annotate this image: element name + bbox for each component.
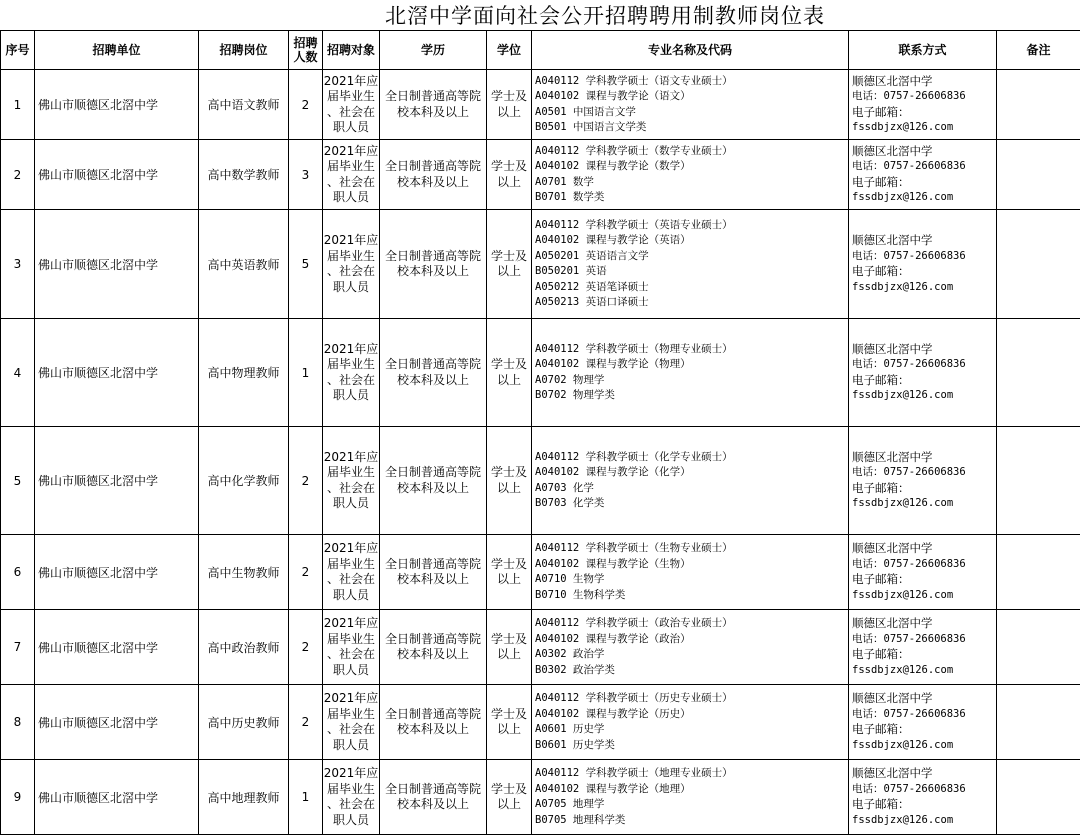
cell-seq: 2 [1, 140, 35, 210]
target-line: 2021年应 [323, 233, 379, 247]
cell-major [532, 427, 849, 535]
contact-line: 顺德区北滘中学 [852, 691, 933, 705]
degree-line: 以上 [496, 104, 521, 119]
contact-line: fssdbjzx@126.com [852, 121, 954, 133]
major-line: B0601 历史学类 [535, 738, 615, 751]
contact-line: 电话：0757-26606836 [852, 90, 966, 102]
cell-degree [487, 610, 532, 685]
education-line: 全日制普通高等院 [384, 556, 481, 571]
degree-line: 以上 [496, 174, 521, 189]
cell-education [380, 70, 487, 140]
target-line: 职人员 [332, 587, 369, 602]
major-line: A0701 数学 [535, 175, 594, 188]
cell-position: 高中地理教师 [199, 760, 289, 835]
target-line: 、社会在 [326, 174, 375, 189]
major-line: A050201 英语语言文学 [535, 249, 649, 262]
major-line: A0702 物理学 [535, 373, 605, 386]
education-line: 校本科及以上 [396, 264, 469, 278]
cell-education [380, 610, 487, 685]
target-line: 、社会在 [326, 480, 375, 495]
contact-line: 电子邮箱： [852, 104, 910, 119]
cell-remarks [997, 685, 1080, 760]
contact-line: 电子邮箱： [852, 372, 910, 387]
target-line: 职人员 [332, 812, 369, 827]
cell-degree [487, 760, 532, 835]
contact-line: 电话：0757-26606836 [852, 466, 966, 478]
cell-count: 2 [289, 70, 323, 140]
education-line: 校本科及以上 [396, 174, 469, 189]
degree-line: 以上 [496, 372, 521, 387]
contact-line: 顺德区北滘中学 [852, 143, 933, 158]
cell-degree [487, 70, 532, 140]
header-count: 招聘人数 [289, 31, 323, 70]
cell-degree [487, 535, 532, 610]
cell-major [532, 535, 849, 610]
cell-count: 3 [289, 140, 323, 210]
contact-line: 电子邮箱： [852, 647, 910, 661]
cell-remarks [997, 760, 1080, 835]
cell-unit: 佛山市顺德区北滘中学 [35, 319, 199, 427]
cell-major [532, 685, 849, 760]
cell-education [380, 210, 487, 319]
major-line: A050213 英语口译硕士 [535, 296, 649, 308]
education-line: 校本科及以上 [396, 647, 469, 661]
target-line: 届毕业生 [326, 706, 375, 721]
target-line: 、社会在 [326, 264, 375, 278]
major-line: A040112 学科教学硕士（英语专业硕士） [535, 218, 733, 231]
table-row [1, 760, 1080, 835]
cell-remarks [997, 610, 1080, 685]
table-row [1, 427, 1080, 535]
education-line: 全日制普通高等院 [384, 357, 481, 371]
contact-line: 顺德区北滘中学 [852, 541, 933, 555]
cell-seq: 4 [1, 319, 35, 427]
major-line: A040102 课程与教学论（历史） [535, 707, 691, 720]
education-line: 全日制普通高等院 [384, 159, 481, 173]
cell-seq: 5 [1, 427, 35, 535]
contact-line: fssdbjzx@126.com [852, 280, 954, 293]
cell-count: 2 [289, 535, 323, 610]
major-line: A040112 学科教学硕士（化学专业硕士） [535, 450, 733, 463]
major-line: A0705 地理学 [535, 798, 605, 810]
cell-remarks [997, 210, 1080, 319]
major-line: A0302 政治学 [535, 648, 605, 660]
contact-line: 顺德区北滘中学 [852, 616, 933, 630]
target-line: 职人员 [332, 737, 369, 752]
cell-target [323, 535, 380, 610]
cell-seq: 6 [1, 535, 35, 610]
cell-degree [487, 685, 532, 760]
cell-unit: 佛山市顺德区北滘中学 [35, 140, 199, 210]
contact-line: 电子邮箱： [852, 480, 910, 495]
cell-count: 2 [289, 610, 323, 685]
cell-unit: 佛山市顺德区北滘中学 [35, 70, 199, 140]
cell-position: 高中数学教师 [199, 140, 289, 210]
major-line: A050212 英语笔译硕士 [535, 280, 649, 293]
degree-line: 学士及 [490, 248, 527, 263]
cell-contact [849, 535, 997, 610]
table-row [1, 210, 1080, 319]
target-line: 、社会在 [326, 797, 375, 811]
cell-major [532, 319, 849, 427]
cell-education [380, 685, 487, 760]
table-row [1, 319, 1080, 427]
major-line: A0501 中国语言文学 [535, 105, 636, 118]
education-line: 校本科及以上 [396, 572, 469, 586]
major-line: A0703 化学 [535, 481, 594, 494]
cell-degree [487, 427, 532, 535]
contact-line: 电话：0757-26606836 [852, 557, 966, 570]
major-line: A040112 学科教学硕士（历史专业硕士） [535, 692, 733, 704]
major-line: A040112 学科教学硕士（数学专业硕士） [535, 144, 733, 157]
cell-education [380, 535, 487, 610]
contact-line: 电话：0757-26606836 [852, 249, 966, 262]
target-line: 、社会在 [326, 647, 375, 661]
contact-line: 电子邮箱： [852, 174, 910, 189]
cell-count: 1 [289, 760, 323, 835]
education-line: 校本科及以上 [396, 480, 469, 495]
target-line: 届毕业生 [326, 89, 375, 103]
cell-major [532, 210, 849, 319]
cell-contact [849, 319, 997, 427]
cell-count: 5 [289, 210, 323, 319]
major-line: A040112 学科教学硕士（地理专业硕士） [535, 767, 733, 779]
contact-line: 顺德区北滘中学 [852, 341, 933, 356]
cell-target [323, 70, 380, 140]
cell-position: 高中政治教师 [199, 610, 289, 685]
header-major: 专业名称及代码 [532, 31, 849, 70]
major-line: A040112 学科教学硕士（政治专业硕士） [535, 617, 733, 629]
target-line: 2021年应 [323, 449, 379, 464]
major-line: B0702 物理学类 [535, 389, 615, 401]
degree-line: 学士及 [490, 159, 527, 173]
contact-line: 顺德区北滘中学 [852, 233, 933, 247]
major-line: B0710 生物科学类 [535, 588, 626, 601]
cell-remarks [997, 535, 1080, 610]
table-row [1, 140, 1080, 210]
table-row [1, 610, 1080, 685]
cell-major [532, 760, 849, 835]
header-degree: 学位 [487, 31, 532, 70]
target-line: 届毕业生 [326, 631, 375, 646]
contact-line: fssdbjzx@126.com [852, 738, 954, 751]
education-line: 校本科及以上 [396, 104, 469, 119]
contact-line: 电子邮箱： [852, 797, 910, 811]
target-line: 届毕业生 [326, 781, 375, 796]
degree-line: 学士及 [490, 357, 527, 371]
cell-target [323, 210, 380, 319]
cell-target [323, 610, 380, 685]
degree-line: 学士及 [490, 465, 527, 479]
contact-line: fssdbjzx@126.com [852, 497, 954, 509]
cell-target [323, 140, 380, 210]
header-remarks: 备注 [997, 31, 1080, 70]
education-line: 全日制普通高等院 [384, 631, 481, 646]
target-line: 2021年应 [323, 616, 379, 630]
major-line: B0705 地理科学类 [535, 813, 626, 826]
major-line: B0501 中国语言文学类 [535, 121, 647, 133]
target-line: 职人员 [332, 496, 369, 510]
target-line: 、社会在 [326, 572, 375, 586]
cell-remarks [997, 70, 1080, 140]
major-line: A0601 历史学 [535, 723, 605, 735]
target-line: 职人员 [332, 388, 369, 402]
major-line: A040102 课程与教学论（化学） [535, 466, 691, 478]
major-line: B0302 政治学类 [535, 663, 615, 676]
degree-line: 以上 [496, 572, 521, 586]
cell-education [380, 140, 487, 210]
cell-position: 高中化学教师 [199, 427, 289, 535]
target-line: 、社会在 [326, 104, 375, 119]
major-line: A040102 课程与教学论（数学） [535, 160, 691, 172]
education-line: 校本科及以上 [396, 797, 469, 811]
target-line: 职人员 [332, 120, 369, 134]
major-line: A040102 课程与教学论（英语） [535, 234, 691, 246]
major-line: A040102 课程与教学论（语文） [535, 90, 691, 102]
table-header-row [1, 31, 1080, 70]
table-row [1, 70, 1080, 140]
target-line: 届毕业生 [326, 556, 375, 571]
degree-line: 以上 [496, 647, 521, 661]
cell-contact [849, 760, 997, 835]
target-line: 、社会在 [326, 722, 375, 736]
contact-line: 电子邮箱： [852, 264, 910, 278]
contact-line: fssdbjzx@126.com [852, 389, 954, 401]
cell-target [323, 685, 380, 760]
cell-unit: 佛山市顺德区北滘中学 [35, 427, 199, 535]
header-target: 招聘对象 [323, 31, 380, 70]
cell-major [532, 610, 849, 685]
contact-line: 顺德区北滘中学 [852, 766, 933, 780]
cell-contact [849, 685, 997, 760]
major-line: B050201 英语 [535, 265, 607, 277]
cell-seq: 9 [1, 760, 35, 835]
contact-line: fssdbjzx@126.com [852, 663, 954, 676]
contact-line: fssdbjzx@126.com [852, 588, 954, 601]
target-line: 职人员 [332, 279, 369, 294]
header-seq: 序号 [1, 31, 35, 70]
table-body [1, 70, 1080, 835]
target-line: 2021年应 [323, 73, 379, 88]
major-line: B0703 化学类 [535, 497, 605, 509]
contact-line: fssdbjzx@126.com [852, 813, 954, 826]
cell-unit: 佛山市顺德区北滘中学 [35, 685, 199, 760]
cell-education [380, 760, 487, 835]
target-line: 职人员 [332, 662, 369, 677]
cell-education [380, 319, 487, 427]
table-row [1, 685, 1080, 760]
target-line: 2021年应 [323, 766, 379, 780]
degree-line: 学士及 [490, 556, 527, 571]
degree-line: 以上 [496, 797, 521, 811]
contact-line: 电话：0757-26606836 [852, 782, 966, 795]
target-line: 2021年应 [323, 691, 379, 705]
major-line: A0710 生物学 [535, 573, 605, 585]
cell-count: 1 [289, 319, 323, 427]
cell-seq: 8 [1, 685, 35, 760]
major-line: A040102 课程与教学论（物理） [535, 358, 691, 370]
education-line: 全日制普通高等院 [384, 248, 481, 263]
target-line: 2021年应 [323, 341, 379, 356]
contact-line: 电子邮箱： [852, 572, 910, 586]
degree-line: 学士及 [490, 706, 527, 721]
contact-line: 电子邮箱： [852, 722, 910, 736]
cell-degree [487, 210, 532, 319]
cell-contact [849, 427, 997, 535]
header-position: 招聘岗位 [199, 31, 289, 70]
contact-line: 电话：0757-26606836 [852, 358, 966, 370]
contact-line: fssdbjzx@126.com [852, 191, 954, 203]
contact-line: 电话：0757-26606836 [852, 160, 966, 172]
header-contact: 联系方式 [849, 31, 997, 70]
cell-contact [849, 210, 997, 319]
contact-line: 顺德区北滘中学 [852, 449, 933, 464]
major-line: A040102 课程与教学论（地理） [535, 782, 691, 795]
cell-unit: 佛山市顺德区北滘中学 [35, 760, 199, 835]
degree-line: 学士及 [490, 631, 527, 646]
contact-line: 顺德区北滘中学 [852, 73, 933, 88]
degree-line: 以上 [496, 264, 521, 278]
cell-position: 高中历史教师 [199, 685, 289, 760]
cell-position: 高中物理教师 [199, 319, 289, 427]
degree-line: 学士及 [490, 89, 527, 103]
cell-count: 2 [289, 427, 323, 535]
target-line: 届毕业生 [326, 465, 375, 479]
education-line: 全日制普通高等院 [384, 465, 481, 479]
contact-line: 电话：0757-26606836 [852, 632, 966, 645]
target-line: 2021年应 [323, 143, 379, 158]
cell-contact [849, 140, 997, 210]
cell-major [532, 70, 849, 140]
target-line: 届毕业生 [326, 357, 375, 371]
contact-line: 电话：0757-26606836 [852, 707, 966, 720]
cell-unit: 佛山市顺德区北滘中学 [35, 535, 199, 610]
target-line: 、社会在 [326, 372, 375, 387]
degree-line: 以上 [496, 480, 521, 495]
cell-unit: 佛山市顺德区北滘中学 [35, 210, 199, 319]
cell-target [323, 319, 380, 427]
target-line: 届毕业生 [326, 159, 375, 173]
target-line: 职人员 [332, 190, 369, 204]
major-line: B0701 数学类 [535, 191, 605, 203]
positions-table [0, 30, 1080, 835]
cell-remarks [997, 140, 1080, 210]
cell-target [323, 427, 380, 535]
education-line: 全日制普通高等院 [384, 706, 481, 721]
cell-major [532, 140, 849, 210]
cell-seq: 3 [1, 210, 35, 319]
cell-contact [849, 70, 997, 140]
cell-seq: 7 [1, 610, 35, 685]
cell-contact [849, 610, 997, 685]
cell-position: 高中语文教师 [199, 70, 289, 140]
major-line: A040112 学科教学硕士（语文专业硕士） [535, 74, 733, 87]
header-education: 学历 [380, 31, 487, 70]
education-line: 全日制普通高等院 [384, 89, 481, 103]
cell-count: 2 [289, 685, 323, 760]
cell-remarks [997, 319, 1080, 427]
education-line: 校本科及以上 [396, 372, 469, 387]
education-line: 全日制普通高等院 [384, 781, 481, 796]
target-line: 届毕业生 [326, 248, 375, 263]
header-unit: 招聘单位 [35, 31, 199, 70]
major-line: A040112 学科教学硕士（生物专业硕士） [535, 542, 733, 554]
target-line: 2021年应 [323, 541, 379, 555]
major-line: A040102 课程与教学论（政治） [535, 632, 691, 645]
cell-target [323, 760, 380, 835]
page-title: 北滘中学面向社会公开招聘聘用制教师岗位表 [385, 4, 825, 28]
degree-line: 以上 [496, 722, 521, 736]
cell-remarks [997, 427, 1080, 535]
degree-line: 学士及 [490, 781, 527, 796]
cell-position: 高中英语教师 [199, 210, 289, 319]
cell-position: 高中生物教师 [199, 535, 289, 610]
cell-unit: 佛山市顺德区北滘中学 [35, 610, 199, 685]
cell-education [380, 427, 487, 535]
major-line: A040112 学科教学硕士（物理专业硕士） [535, 342, 733, 355]
cell-degree [487, 140, 532, 210]
cell-seq: 1 [1, 70, 35, 140]
education-line: 校本科及以上 [396, 722, 469, 736]
major-line: A040102 课程与教学论（生物） [535, 557, 691, 570]
cell-degree [487, 319, 532, 427]
table-row [1, 535, 1080, 610]
